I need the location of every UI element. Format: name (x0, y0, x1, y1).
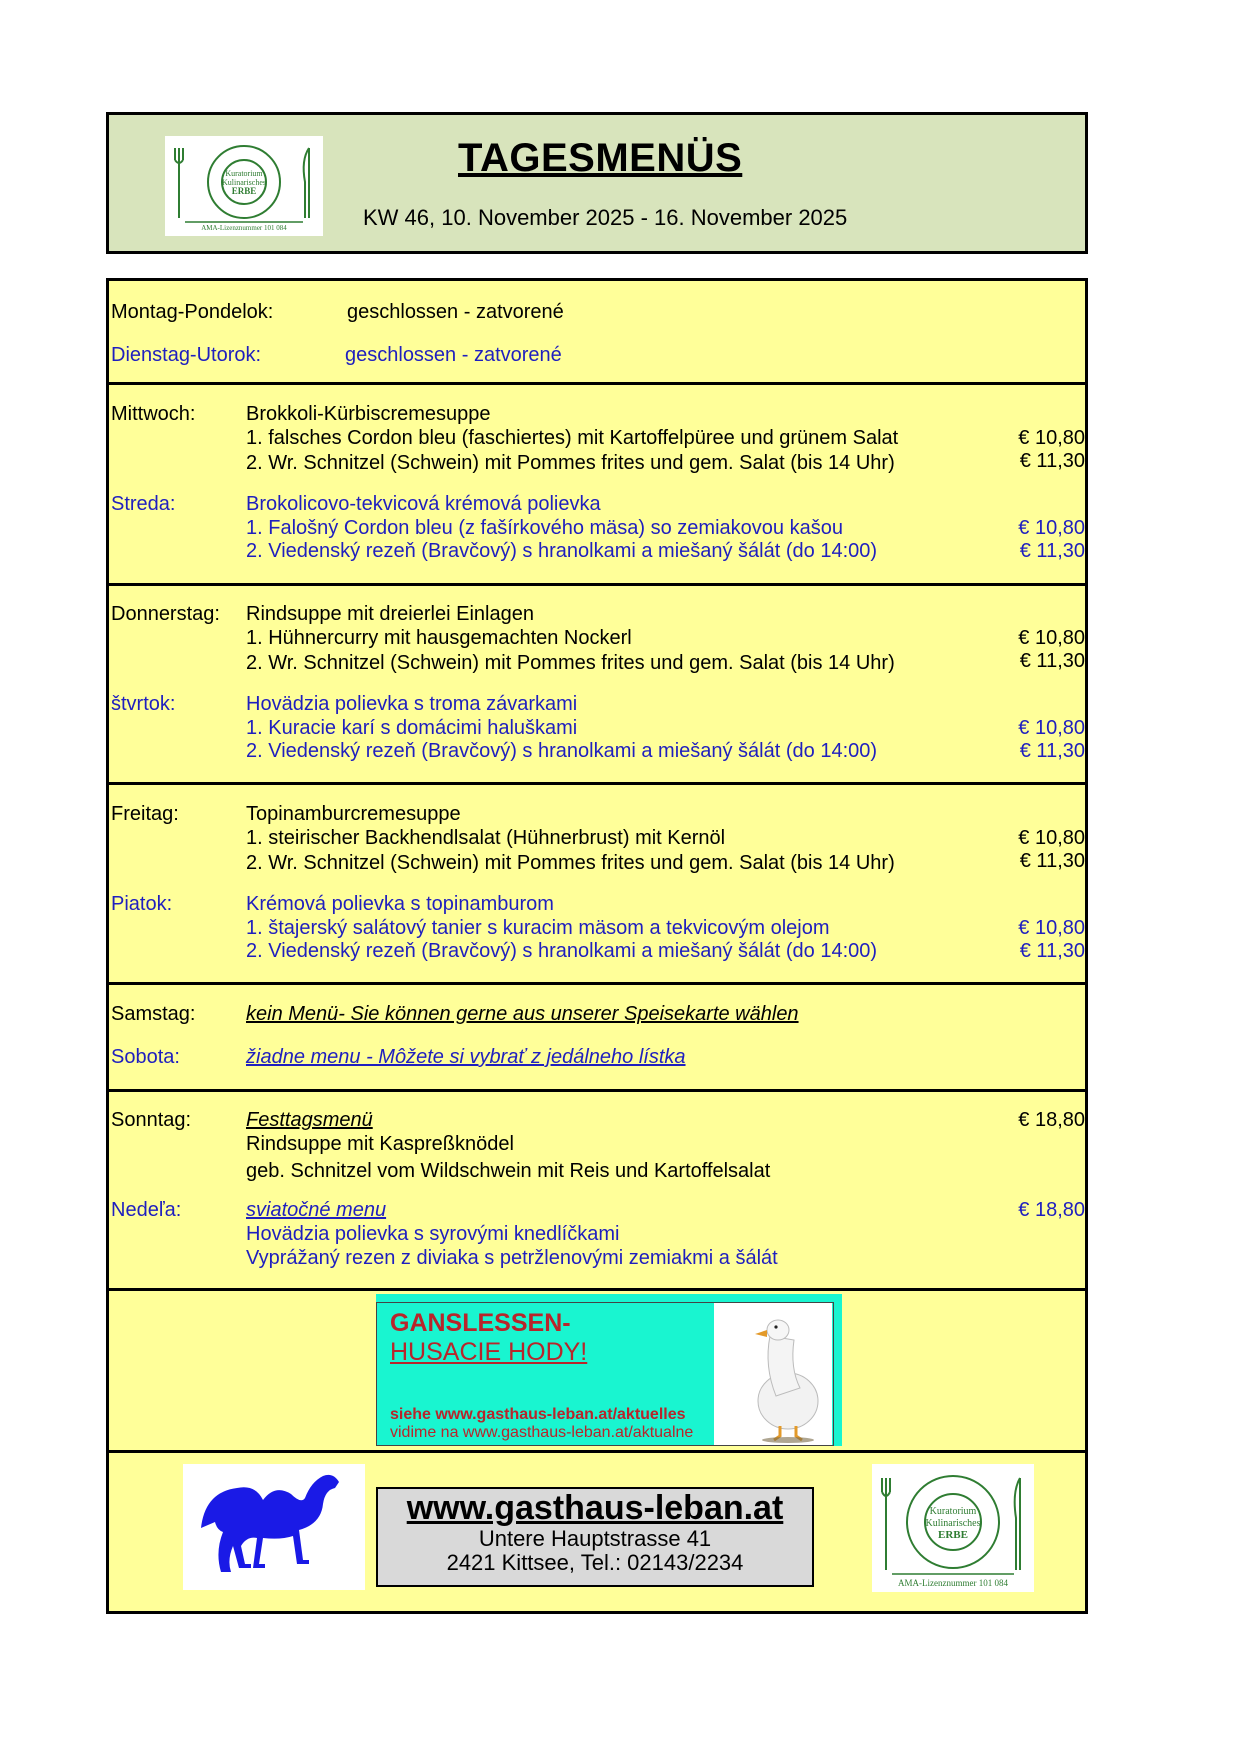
menu1-sk: 1. štajerský salátový tanier s kuracim mäsom a tekvicovým olejom (246, 917, 830, 939)
logo-license: AMA-Lizenznummer 101 084 (201, 224, 287, 232)
soup-sk: Krémová polievka s topinamburom (246, 893, 554, 915)
promo-link-sk[interactable]: vidime na www.gasthaus-leban.at/aktualne (390, 1424, 694, 1441)
saturday-note-sk: žiadne menu - Môžete si vybrať z jedálneho lístka (246, 1046, 686, 1068)
monday-status: geschlossen - zatvorené (347, 301, 564, 323)
day-label-de: Donnerstag: (111, 603, 220, 625)
soup-de: Brokkoli-Kürbiscremesuppe (246, 403, 491, 425)
soup-de: Rindsuppe mit dreierlei Einlagen (246, 603, 534, 625)
logo-line1: Kuratorium (929, 1506, 977, 1517)
price-menu2-sk: € 11,30 (1019, 740, 1085, 762)
erbe-logo-header (165, 136, 323, 236)
soup-de: Topinamburcremesuppe (246, 803, 461, 825)
promo-link-de[interactable]: siehe www.gasthaus-leban.at/aktuelles (390, 1406, 686, 1423)
day-label-sk: štvrtok: (111, 693, 176, 715)
promo-title-sk: HUSACIE HODY! (390, 1338, 588, 1366)
logo-license: AMA-Lizenznummer 101 084 (898, 1578, 1008, 1588)
price-menu2: € 11,30 (1019, 450, 1085, 472)
price-menu1-sk: € 10,80 (1018, 717, 1085, 739)
sunday-title-sk: sviatočné menu (246, 1199, 387, 1221)
sunday-line1-sk: Hovädzia polievka s syrovými knedlíčkami (246, 1223, 620, 1245)
menu2-de: 2. Wr. Schnitzel (Schwein) mit Pommes frites und gem. Salat (bis 14 Uhr) (246, 452, 895, 474)
soup-sk: Brokolicovo-tekvicová krémová polievka (246, 493, 601, 515)
soup-sk: Hovädzia polievka s troma závarkami (246, 693, 578, 715)
promo-title-de: GANSLESSEN- (390, 1309, 571, 1337)
divider (106, 583, 1088, 586)
divider (106, 1450, 1088, 1453)
saturday-note-de: kein Menü- Sie können gerne aus unserer Speisekarte wählen (246, 1003, 799, 1025)
day-label-sk: Streda: (111, 493, 176, 515)
monday-label: Montag-Pondelok: (111, 301, 274, 323)
price-menu1: € 10,80 (1018, 627, 1085, 649)
tuesday-status: geschlossen - zatvorené (345, 344, 562, 366)
goose-icon (730, 1306, 830, 1444)
day-label-de: Freitag: (111, 803, 179, 825)
city-phone: 2421 Kittsee, Tel.: 02143/2234 (446, 1550, 744, 1575)
price-menu2: € 11,30 (1019, 650, 1085, 672)
day-label-de: Mittwoch: (111, 403, 196, 425)
sunday-line2-de: geb. Schnitzel vom Wildschwein mit Reis und Kartoffelsalat (246, 1160, 771, 1182)
price-menu1-sk: € 10,80 (1018, 917, 1085, 939)
street-address: Untere Hauptstrasse 41 (478, 1526, 712, 1551)
price-menu1-sk: € 10,80 (1018, 517, 1085, 539)
price-menu2-sk: € 11,30 (1019, 940, 1085, 962)
divider (106, 782, 1088, 785)
sunday-price: € 18,80 (1018, 1109, 1085, 1131)
menu1-de: 1. steirischer Backhendlsalat (Hühnerbrust) mit Kernöl (246, 827, 726, 849)
sobota-label: Sobota: (111, 1046, 180, 1068)
menu2-de: 2. Wr. Schnitzel (Schwein) mit Pommes frites und gem. Salat (bis 14 Uhr) (246, 852, 895, 874)
price-menu2: € 11,30 (1019, 850, 1085, 872)
erbe-logo-footer (872, 1464, 1034, 1592)
sunday-price-sk: € 18,80 (1018, 1199, 1085, 1221)
menu1-sk: 1. Falošný Cordon bleu (z fašírkového mäsa) so zemiakovou kašou (246, 517, 843, 539)
menu2-de: 2. Wr. Schnitzel (Schwein) mit Pommes frites und gem. Salat (bis 14 Uhr) (246, 652, 895, 674)
page-title: TAGESMENÜS (458, 136, 743, 180)
logo-line1: Kuratorium (225, 169, 263, 178)
tuesday-label: Dienstag-Utorok: (111, 344, 262, 366)
sunday-line2-sk: Vyprážaný rezen z diviaka s petržlenovými zemiakmi a šálát (246, 1247, 778, 1269)
menu1-de: 1. Hühnercurry mit hausgemachten Nockerl (246, 627, 632, 649)
menu1-de: 1. falsches Cordon bleu (faschiertes) mit Kartoffelpüree und grünem Salat (246, 427, 899, 449)
divider (106, 982, 1088, 985)
week-range: KW 46, 10. November 2025 - 16. November 2025 (363, 205, 848, 230)
logo-line3: ERBE (938, 1529, 968, 1541)
divider (106, 1288, 1088, 1291)
day-label-sk: Piatok: (111, 893, 173, 915)
logo-line3: ERBE (231, 186, 257, 196)
camel-icon (183, 1464, 365, 1590)
menu2-sk: 2. Viedenský rezeň (Bravčový) s hranolkami a miešaný šálát (do 14:00) (246, 940, 878, 962)
divider (106, 382, 1088, 385)
saturday-label: Samstag: (111, 1003, 196, 1025)
menu2-sk: 2. Viedenský rezeň (Bravčový) s hranolkami a miešaný šálát (do 14:00) (246, 540, 878, 562)
price-menu1: € 10,80 (1018, 427, 1085, 449)
website-link[interactable]: www.gasthaus-leban.at (406, 1489, 784, 1527)
logo-line2: Kulinarisches (925, 1518, 981, 1529)
price-menu2-sk: € 11,30 (1019, 540, 1085, 562)
sunday-label: Sonntag: (111, 1109, 192, 1131)
nedela-label: Nedeľa: (111, 1199, 182, 1221)
menu2-sk: 2. Viedenský rezeň (Bravčový) s hranolkami a miešaný šálát (do 14:00) (246, 740, 878, 762)
divider (106, 1089, 1088, 1092)
menu1-sk: 1. Kuracie karí s domácimi haluškami (246, 717, 578, 739)
sunday-line1-de: Rindsuppe mit Kaspreßknödel (246, 1133, 514, 1155)
logo-line2: Kulinarisches (222, 178, 266, 187)
sunday-title-de: Festtagsmenü (246, 1109, 373, 1131)
price-menu1: € 10,80 (1018, 827, 1085, 849)
